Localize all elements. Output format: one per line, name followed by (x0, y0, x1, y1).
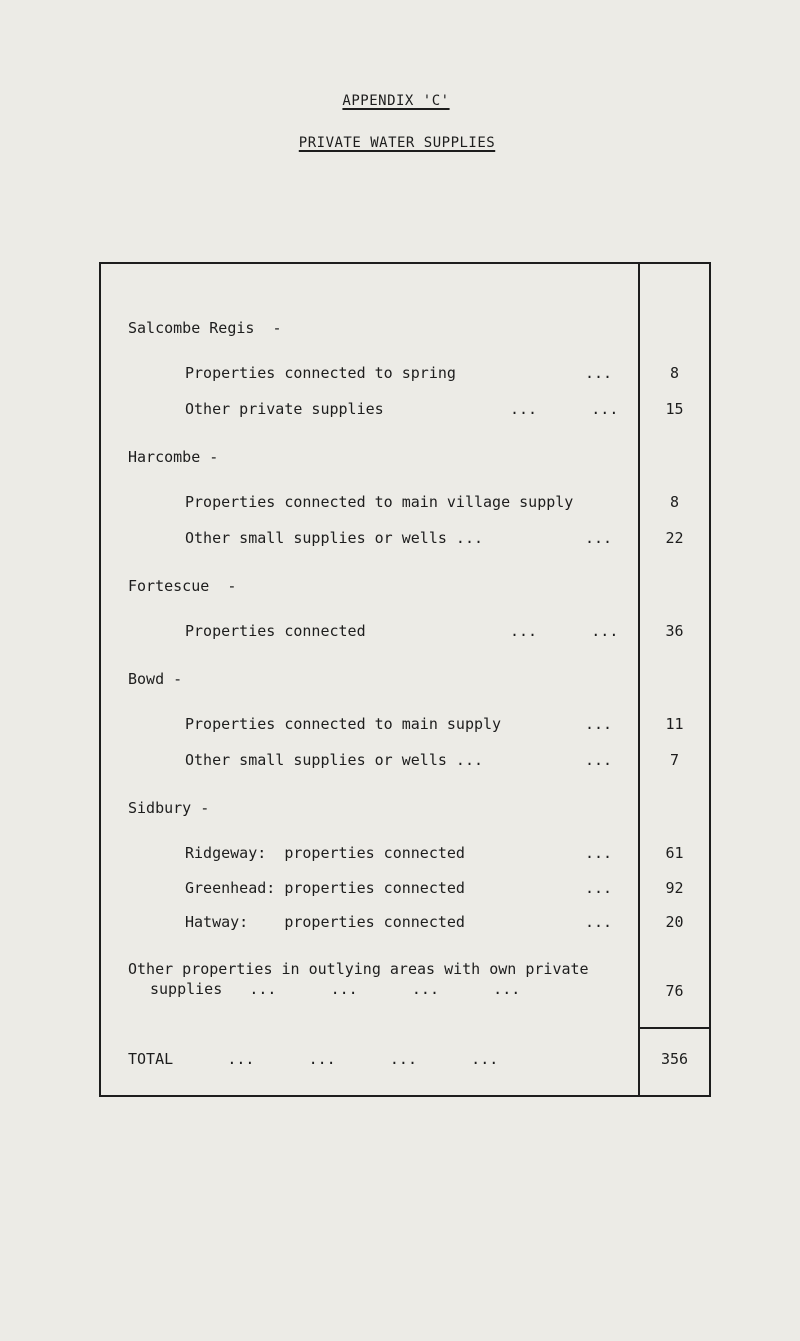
section-heading-fortescue: Fortescue - (128, 577, 237, 595)
row-label-bowd-other: Other small supplies or wells ... (185, 751, 484, 769)
total-value: 356 (660, 1050, 689, 1068)
row-label-harcombe-main: Properties connected to main village supply (185, 493, 574, 511)
row-value-sidbury-hatway: 20 (665, 913, 684, 931)
row-label-bowd-main: Properties connected to main supply (185, 715, 502, 733)
row-value-fortescue: 36 (665, 622, 684, 640)
table-left-border (99, 262, 101, 1097)
row-leader-bowd-main: ... (585, 715, 613, 733)
section-heading-sidbury: Sidbury - (128, 799, 210, 817)
row-value-outlying: 76 (665, 982, 684, 1000)
row-leader-salcombe-other: ... ... (510, 400, 619, 418)
row-leader-bowd-other: ... (585, 751, 613, 769)
row-value-harcombe-other: 22 (665, 529, 684, 547)
row-leader-sidbury-greenhead: ... (585, 879, 613, 897)
total-label: TOTAL ... ... ... ... (128, 1050, 499, 1068)
row-label-harcombe-other: Other small supplies or wells ... (185, 529, 484, 547)
row-value-sidbury-greenhead: 92 (665, 879, 684, 897)
document-title: PRIVATE WATER SUPPLIES (298, 135, 496, 151)
section-heading-salcombe: Salcombe Regis - (128, 319, 282, 337)
table-column-divider (638, 262, 640, 1097)
total-rule (638, 1027, 711, 1029)
row-value-bowd-other: 7 (669, 751, 680, 769)
table-bottom-border (99, 1095, 711, 1097)
row-label-sidbury-ridgeway: Ridgeway: properties connected (185, 844, 465, 862)
row-value-bowd-main: 11 (665, 715, 684, 733)
row-value-harcombe-main: 8 (669, 493, 680, 511)
row-leader-fortescue: ... ... (510, 622, 619, 640)
row-label-sidbury-hatway: Hatway: properties connected (185, 913, 465, 931)
appendix-title: APPENDIX 'C' (342, 93, 450, 109)
table-right-border (709, 262, 711, 1097)
row-label-outlying-line2: supplies ... ... ... ... (150, 980, 521, 998)
row-leader-salcombe-spring: ... (585, 364, 613, 382)
row-value-salcombe-other: 15 (665, 400, 684, 418)
row-leader-sidbury-ridgeway: ... (585, 844, 613, 862)
table-top-border (99, 262, 711, 264)
row-label-salcombe-other: Other private supplies (185, 400, 384, 418)
section-heading-bowd: Bowd - (128, 670, 183, 688)
row-leader-sidbury-hatway: ... (585, 913, 613, 931)
section-heading-harcombe: Harcombe - (128, 448, 219, 466)
row-value-salcombe-spring: 8 (669, 364, 680, 382)
row-label-fortescue: Properties connected (185, 622, 366, 640)
row-value-sidbury-ridgeway: 61 (665, 844, 684, 862)
row-label-sidbury-greenhead: Greenhead: properties connected (185, 879, 465, 897)
row-label-outlying-line1: Other properties in outlying areas with own private (128, 960, 589, 978)
row-label-salcombe-spring: Properties connected to spring (185, 364, 456, 382)
row-leader-harcombe-other: ... (585, 529, 613, 547)
